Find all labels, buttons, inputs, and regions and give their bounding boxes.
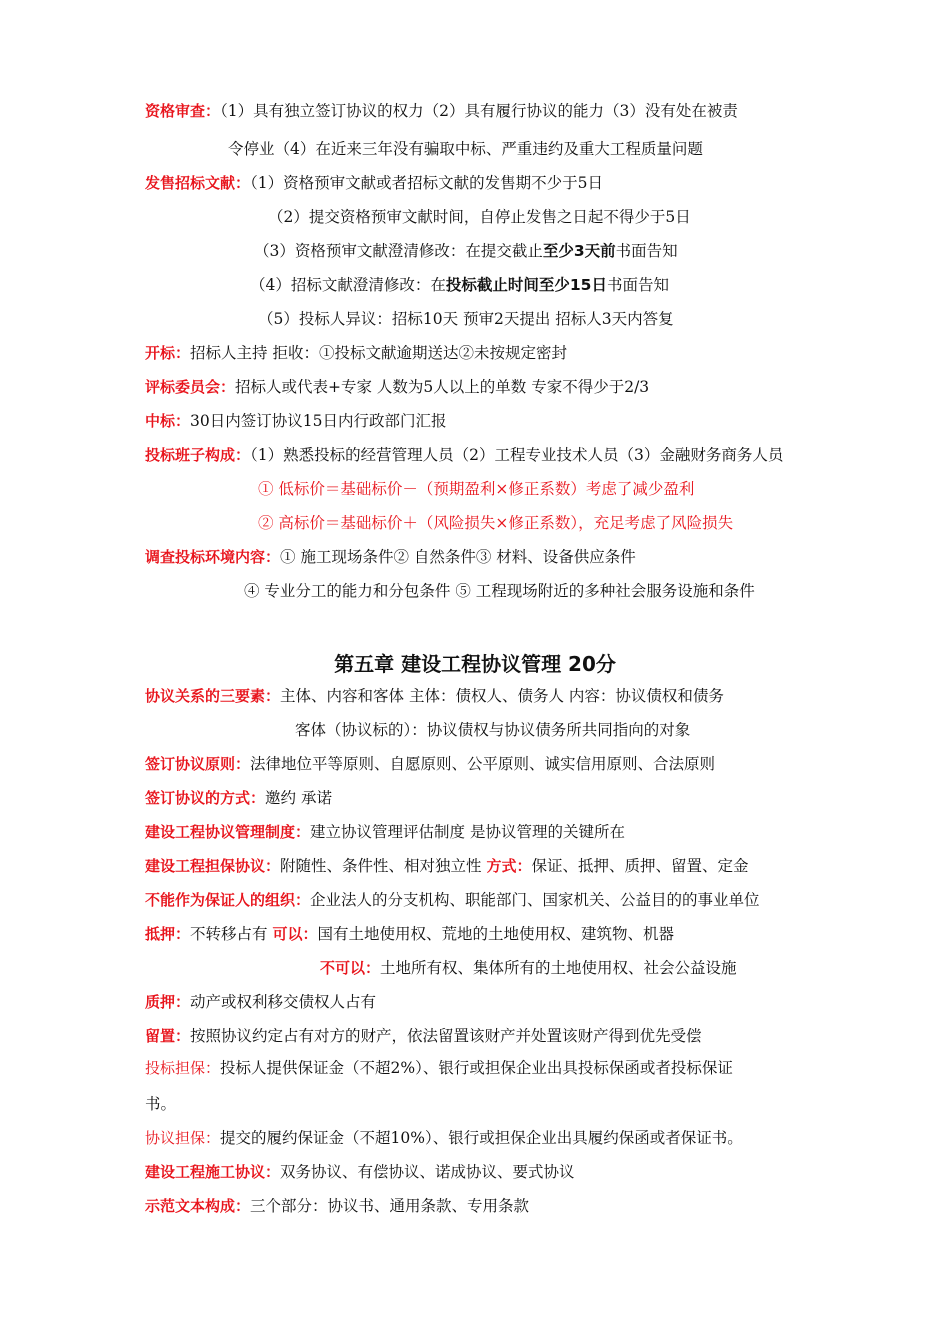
emphasis-text: 至少3天前 (542, 242, 616, 260)
term-label: 调查投标环境内容： (145, 548, 281, 566)
qualification-review-cont (228, 139, 703, 159)
term-text: （1）资格预审文献或者招标文献的发售期不少于5日 (250, 174, 603, 192)
term-text: 主体、内容和客体 主体：债权人、债务人 内容：协议债权和债务 (280, 687, 724, 705)
term-text: ④ 专业分工的能力和分包条件 ⑤ 工程现场附近的多种社会服务设施和条件 (244, 582, 755, 600)
term-text: （2）提交资格预审文献时间，自停止发售之日起不得少于5日 (268, 208, 691, 226)
contract-elements-line (145, 686, 724, 706)
term-label: 中标： (145, 412, 191, 430)
term-label: 协议关系的三要素： (145, 687, 281, 705)
term-label: 不可以： (320, 959, 381, 977)
term-label: 投标担保： (145, 1059, 221, 1077)
term-text: 提交的履约保证金（不超10%）、银行或担保企业出具履约保函或者保证书。 (220, 1129, 743, 1147)
term-text: 企业法人的分支机构、职能部门、国家机关、公益目的的事业单位 (310, 891, 760, 909)
term-text: 投标人提供保证金（不超2%）、银行或担保企业出具投标保函或者投标保证 (220, 1059, 733, 1077)
emphasis-text: 投标截止时间至少15日 (445, 276, 607, 294)
term-label: 评标委员会： (145, 378, 236, 396)
performance-guarantee-line (145, 1128, 743, 1148)
mortgage-line (145, 924, 674, 944)
term-label: 抵押： (145, 925, 191, 943)
term-text: （5）投标人异议：招标10天 预审2天提出 招标人3天内答复 (258, 310, 674, 328)
tender-doc-sale-line (145, 173, 603, 193)
term-label: 不能作为保证人的组织： (145, 891, 311, 909)
term-text: 土地所有权、集体所有的土地使用权、社会公益设施 (380, 959, 737, 977)
qualification-review-line (145, 101, 738, 121)
term-text: 不转移占有 (190, 925, 273, 943)
term-text: 客体（协议标的）：协议债权与协议债务所共同指向的对象 (295, 721, 691, 739)
term-label: 质押： (145, 993, 191, 1011)
non-guarantor-line (145, 890, 760, 910)
signing-principles-line (145, 754, 715, 774)
term-text: 令停业（4）在近来三年没有骗取中标、严重违约及重大工程质量问题 (228, 140, 703, 158)
term-label: 建设工程担保协议： (145, 857, 281, 875)
term-label: 签订协议的方式： (145, 789, 266, 807)
bid-guarantee-cont (145, 1094, 176, 1114)
term-text: 建立协议管理评估制度 是协议管理的关键所在 (310, 823, 625, 841)
term-text: 30日内签订协议15日内行政部门汇报 (190, 412, 447, 430)
term-label: 示范文本构成： (145, 1197, 251, 1215)
formula-text: ② 高标价＝基础标价＋（风险损失×修正系数），充足考虑了风险损失 (258, 514, 734, 532)
low-bid-formula (258, 479, 694, 499)
construction-contract-line (145, 1162, 575, 1182)
pledge-line (145, 992, 376, 1012)
bid-guarantee-line (145, 1058, 733, 1078)
term-text: 邀约 承诺 (265, 789, 332, 807)
bid-opening-line (145, 343, 567, 363)
term-text: （1）熟悉投标的经营管理人员（2）工程专业技术人员（3）金融财务商务人员 (250, 446, 784, 464)
term-label: 可以： (272, 925, 318, 943)
signing-methods-line (145, 788, 332, 808)
tender-doc-item-5 (258, 309, 674, 329)
evaluation-committee-line (145, 377, 649, 397)
term-text: 招标人主持 拒收：①投标文献逾期送达②未按规定密封 (190, 344, 567, 362)
lien-line (145, 1026, 702, 1046)
term-text: ① 施工现场条件② 自然条件③ 材料、设备供应条件 (280, 548, 636, 566)
term-label: 建设工程施工协议： (145, 1163, 281, 1181)
term-label: 签订协议原则： (145, 755, 251, 773)
term-text: 招标人或代表+专家 人数为5人以上的单数 专家不得少于2/3 (235, 378, 650, 396)
term-label: 方式： (486, 857, 532, 875)
term-label: 开标： (145, 344, 191, 362)
tender-doc-item-3 (254, 241, 678, 261)
mortgage-not-allowed-line (320, 958, 737, 978)
term-text: 保证、抵押、质押、留置、定金 (531, 857, 749, 875)
term-text: 三个部分：协议书、通用条款、专用条款 (250, 1197, 530, 1215)
term-label: 投标班子构成： (145, 446, 251, 464)
term-label: 留置： (145, 1027, 191, 1045)
term-text: 书面告知 (615, 242, 678, 260)
term-text: （4）招标文献澄清修改：在 (250, 276, 446, 294)
term-text: 书。 (145, 1095, 177, 1113)
term-label: 资格审查： (145, 102, 221, 120)
contract-mgmt-system-line (145, 822, 625, 842)
term-label: 协议担保： (145, 1129, 221, 1147)
contract-elements-cont (295, 720, 690, 740)
award-line (145, 411, 446, 431)
term-text: 法律地位平等原则、自愿原则、公平原则、诚实信用原则、合法原则 (250, 755, 716, 773)
guarantee-contract-line (145, 856, 748, 876)
tender-doc-item-2 (268, 207, 691, 227)
term-text: 动产或权利移交债权人占有 (190, 993, 377, 1011)
term-text: 国有土地使用权、荒地的土地使用权、建筑物、机器 (317, 925, 674, 943)
bid-team-line (145, 445, 783, 465)
bid-environment-line (145, 547, 636, 567)
term-text: 按照协议约定占有对方的财产，依法留置该财产并处置该财产得到优先受偿 (190, 1027, 702, 1045)
model-text-line (145, 1196, 529, 1216)
term-text: 附随性、条件性、相对独立性 (280, 857, 487, 875)
term-label: 发售招标文献： (145, 174, 251, 192)
term-text: （3）资格预审文献澄清修改：在提交截止 (254, 242, 543, 260)
bid-environment-cont (244, 581, 755, 601)
term-text: 书面告知 (606, 276, 669, 294)
term-text: 双务协议、有偿协议、诺成协议、要式协议 (280, 1163, 575, 1181)
term-label: 建设工程协议管理制度： (145, 823, 311, 841)
term-text: （1）具有独立签订协议的权力（2）具有履行协议的能力（3）没有处在被责 (220, 102, 738, 120)
formula-text: ① 低标价＝基础标价－（预期盈利×修正系数）考虑了减少盈利 (258, 480, 695, 498)
tender-doc-item-4 (250, 275, 669, 295)
high-bid-formula (258, 513, 733, 533)
chapter-title: 第五章 建设工程协议管理 20分 (334, 652, 616, 676)
